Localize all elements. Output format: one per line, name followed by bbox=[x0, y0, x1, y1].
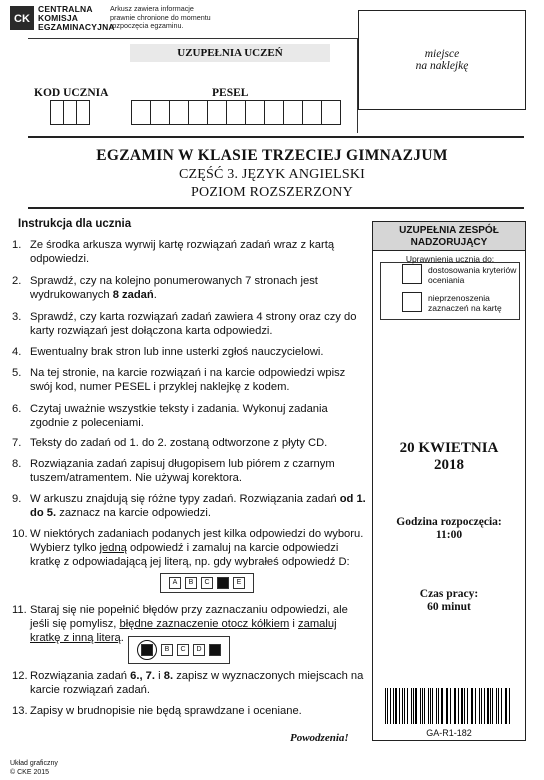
answer-example-correct bbox=[160, 573, 254, 593]
barcode-bar bbox=[420, 688, 421, 724]
option-box-filled bbox=[141, 644, 153, 656]
pesel-cell[interactable] bbox=[283, 100, 303, 125]
student-code-field[interactable] bbox=[50, 100, 89, 125]
instruction-item-7: 7. Teksty do zadań od 1. do 2. zostaną odtworzone z płyty CD. bbox=[12, 437, 328, 449]
instruction-item-6: 6. Czytaj uważnie wszystkie teksty i zadania. Wykonuj zadania zgodnie z poleceniami. bbox=[12, 403, 328, 429]
pesel-cell[interactable] bbox=[226, 100, 246, 125]
option-box: C bbox=[177, 644, 189, 656]
exam-title: EGZAMIN W KLASIE TRZECIEJ GIMNAZJUM bbox=[96, 147, 448, 164]
option-box: B bbox=[185, 577, 197, 589]
checkbox-no-transfer[interactable] bbox=[402, 292, 422, 312]
cke-logo-icon bbox=[10, 6, 34, 30]
pesel-cell[interactable] bbox=[321, 100, 341, 125]
barcode-bar bbox=[454, 688, 455, 724]
pesel-cell[interactable] bbox=[207, 100, 227, 125]
student-code-label: KOD UCZNIA bbox=[34, 87, 109, 99]
option-box: D bbox=[193, 644, 205, 656]
barcode-bar bbox=[424, 688, 425, 724]
barcode-bar bbox=[475, 688, 476, 724]
sticker-placeholder: miejsce na naklejkę bbox=[358, 10, 526, 110]
barcode-bar bbox=[446, 688, 447, 724]
barcode-bar bbox=[395, 688, 397, 724]
option-box: C bbox=[201, 577, 213, 589]
instruction-item-3: 3. Sprawdź, czy karta rozwiązań zadań zawiera 4 strony oraz czy do karty rozwiązań jest dołączona karta odpowiedzi. bbox=[12, 311, 357, 337]
code-cell[interactable] bbox=[50, 100, 64, 125]
option-box: E bbox=[233, 577, 245, 589]
barcode-bar bbox=[471, 688, 472, 724]
pesel-label: PESEL bbox=[212, 87, 249, 99]
barcode-bar bbox=[509, 688, 510, 724]
circled-mark-icon bbox=[137, 640, 157, 660]
barcode-bar bbox=[467, 688, 468, 724]
barcode-bar bbox=[506, 688, 507, 724]
student-section-heading: UZUPEŁNIA UCZEŃ bbox=[130, 44, 330, 62]
option-box-filled bbox=[217, 577, 229, 589]
barcode-bar bbox=[472, 688, 473, 724]
answer-example-correction bbox=[128, 636, 230, 664]
code-cell[interactable] bbox=[63, 100, 77, 125]
instruction-item-9: 9. W arkuszu znajdują się różne typy zadań. Rozwiązania zadań od 1. do 5. zaznacz na karcie odpowiedzi. bbox=[12, 493, 366, 519]
barcode-bar bbox=[438, 688, 439, 724]
barcode-icon bbox=[385, 688, 513, 724]
barcode-bar bbox=[399, 688, 400, 724]
pesel-field[interactable] bbox=[131, 100, 340, 125]
barcode-bar bbox=[498, 688, 499, 724]
instruction-item-10: 10. W niektórych zadaniach podanych jest kilka odpowiedzi do wyboru. Wybierz tylko jedną odpowiedź i zamaluj na karcie odpowiedzi kratkę z odpowiadającą jej literą, np. gdy wybrałeś odpowiedź D: bbox=[12, 528, 364, 568]
barcode-bar bbox=[432, 688, 433, 724]
duration: Czas pracy: 60 minut bbox=[419, 588, 479, 613]
barcode-bar bbox=[402, 688, 403, 724]
barcode-bar bbox=[492, 688, 493, 724]
pesel-cell[interactable] bbox=[188, 100, 208, 125]
instruction-item-8: 8. Rozwiązania zadań zapisuj długopisem lub piórem z czarnym tuszem/atramentem. Nie używaj korektora. bbox=[12, 458, 335, 484]
barcode-bar bbox=[464, 688, 465, 724]
pesel-cell[interactable] bbox=[245, 100, 265, 125]
barcode-bar bbox=[407, 688, 408, 724]
barcode-bar bbox=[385, 688, 386, 724]
code-cell[interactable] bbox=[76, 100, 90, 125]
instruction-item-11: 11. Staraj się nie popełnić błędów przy zaznaczaniu odpowiedzi, ale jeśli się pomylisz, błędne zaznaczenie otocz kółkiem i zamaluj kratkę z inną literą. bbox=[12, 604, 348, 644]
barcode-bar bbox=[458, 688, 459, 724]
barcode-bar bbox=[479, 688, 480, 724]
pesel-cell[interactable] bbox=[264, 100, 284, 125]
pesel-cell[interactable] bbox=[302, 100, 322, 125]
instruction-item-13: 13. Zapisy w brudnopisie nie będą sprawdzane i oceniane. bbox=[12, 705, 302, 717]
barcode-bar bbox=[428, 688, 429, 724]
checkbox-no-transfer-label: nieprzenoszenia zaznaczeń na kartę bbox=[428, 293, 502, 313]
barcode-bar bbox=[387, 688, 388, 724]
instruction-item-4: 4. Ewentualny brak stron lub inne usterki zgłoś nauczycielowi. bbox=[12, 346, 324, 358]
start-time: Godzina rozpoczęcia: 11:00 bbox=[396, 516, 502, 541]
barcode-bar bbox=[505, 688, 506, 724]
barcode-bar bbox=[430, 688, 431, 724]
exam-part: CZĘŚĆ 3. JĘZYK ANGIELSKI bbox=[178, 167, 366, 182]
good-luck-text: Powodzenia! bbox=[290, 732, 349, 744]
barcode-bar bbox=[422, 688, 423, 724]
pesel-cell[interactable] bbox=[169, 100, 189, 125]
barcode-bar bbox=[441, 688, 443, 724]
barcode-bar bbox=[455, 688, 456, 724]
option-box: B bbox=[161, 644, 173, 656]
barcode-bar bbox=[501, 688, 502, 724]
barcode-bar bbox=[484, 688, 485, 724]
divider-title bbox=[28, 207, 524, 209]
rights-title: Uprawnienia ucznia do: bbox=[405, 254, 495, 264]
divider-top bbox=[28, 136, 524, 138]
option-box-filled bbox=[209, 644, 221, 656]
barcode-bar bbox=[436, 688, 437, 724]
instructions-heading: Instrukcja dla ucznia bbox=[18, 218, 132, 230]
pesel-cell[interactable] bbox=[150, 100, 170, 125]
barcode-bar bbox=[447, 688, 448, 724]
barcode-bar bbox=[404, 688, 405, 724]
barcode-bar bbox=[393, 688, 394, 724]
team-section-heading: UZUPEŁNIA ZESPÓŁ NADZORUJĄCY bbox=[372, 221, 526, 251]
instruction-item-5: 5. Na tej stronie, na karcie rozwiązań i na karcie odpowiedzi wpisz swój kod, numer PESEL i przyklej naklejkę z kodem. bbox=[12, 367, 346, 393]
confidential-note: Arkusz zawiera informacje prawnie chronione do momentu rozpoczęcia egzaminu. bbox=[110, 4, 211, 30]
barcode-bar bbox=[413, 688, 414, 724]
barcode-bar bbox=[415, 688, 417, 724]
checkbox-adjusted-criteria-label: dostosowania kryteriów oceniania bbox=[428, 265, 517, 285]
option-box: A bbox=[169, 577, 181, 589]
svg-text:CK: CK bbox=[14, 13, 30, 25]
cke-logo-text: CENTRALNA KOMISJA EGZAMINACYJNA bbox=[38, 4, 115, 32]
barcode-bar bbox=[481, 688, 482, 724]
barcode-bar bbox=[487, 688, 489, 724]
barcode-bar bbox=[461, 688, 463, 724]
barcode-bar bbox=[490, 688, 491, 724]
instruction-item-12: 12. Rozwiązania zadań 6., 7. i 8. zapisz w wyznaczonych miejscach na karcie rozwiązań zadań. bbox=[12, 670, 364, 696]
exam-code: GA-R1-182 bbox=[426, 728, 472, 738]
barcode-bar bbox=[411, 688, 412, 724]
pesel-cell[interactable] bbox=[131, 100, 151, 125]
exam-level: POZIOM ROZSZERZONY bbox=[191, 185, 353, 200]
barcode-bar bbox=[390, 688, 391, 724]
exam-date: 20 KWIETNIA 2018 bbox=[399, 440, 499, 473]
barcode-bar bbox=[450, 688, 451, 724]
instruction-item-2: 2. Sprawdź, czy na kolejno ponumerowanych 7 stronach jest wydrukowanych 8 zadań. bbox=[12, 275, 318, 301]
checkbox-adjusted-criteria[interactable] bbox=[402, 264, 422, 284]
footer-credit: Układ graficzny © CKE 2015 bbox=[10, 760, 58, 776]
instruction-item-1: 1. Ze środka arkusza wyrwij kartę rozwiązań zadań wraz z kartą odpowiedzi. bbox=[12, 239, 335, 265]
barcode-bar bbox=[496, 688, 497, 724]
